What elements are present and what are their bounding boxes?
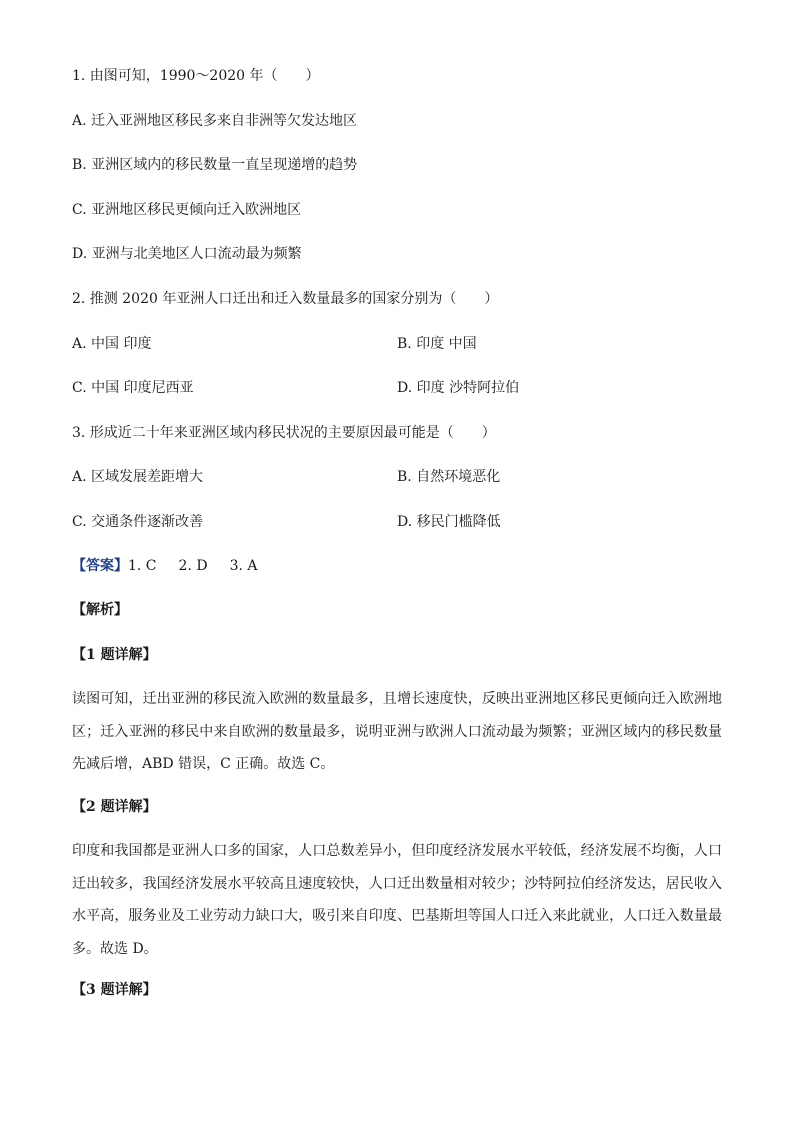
- question-3-option-b: B. 自然环境恶化: [397, 469, 501, 485]
- section-2-heading: 【2 题详解】: [72, 799, 157, 815]
- section-1-heading: 【1 题详解】: [72, 647, 157, 663]
- question-3-stem: 3. 形成近二十年来亚洲区域内移民状况的主要原因最可能是（ ）: [72, 425, 496, 441]
- answer-item-1: 1. C: [128, 558, 157, 574]
- question-1-option-c: C. 亚洲地区移民更倾向迁入欧洲地区: [72, 202, 302, 218]
- question-2-option-a: A. 中国 印度: [72, 336, 152, 352]
- question-3-option-c: C. 交通条件逐渐改善: [72, 514, 204, 530]
- question-1-option-a: A. 迁入亚洲地区移民多来自非洲等欠发达地区: [72, 113, 358, 129]
- question-3-option-a: A. 区域发展差距增大: [72, 469, 204, 485]
- answer-item-3: 3. A: [229, 558, 258, 574]
- section-3-heading: 【3 题详解】: [72, 982, 157, 998]
- question-2-option-b: B. 印度 中国: [397, 336, 477, 352]
- question-2-stem: 2. 推测 2020 年亚洲人口迁出和迁入数量最多的国家分别为（ ）: [72, 291, 499, 307]
- analysis-tag: 【解析】: [72, 602, 128, 618]
- question-2-option-c: C. 中国 印度尼西亚: [72, 380, 194, 396]
- question-1-option-d: D. 亚洲与北美地区人口流动最为频繁: [72, 246, 302, 262]
- question-2-option-d: D. 印度 沙特阿拉伯: [397, 380, 520, 396]
- question-1-stem: 1. 由图可知，1990～2020 年（ ）: [72, 68, 320, 84]
- answer-item-2: 2. D: [178, 558, 208, 574]
- section-1-text: 读图可知，迁出亚洲的移民流入欧洲的数量最多，且增长速度快，反映出亚洲地区移民更倾向迁入欧洲地区；迁入亚洲的移民中来自欧洲的数量最多，说明亚洲与欧洲人口流动最为频繁；亚洲区域内的移民数量先减后增，ABD 错误，C 正确。故选 C。: [72, 691, 722, 772]
- answer-line: [72, 556, 258, 576]
- answer-tag: 【答案】: [72, 558, 128, 574]
- section-2-text: 印度和我国都是亚洲人口多的国家，人口总数差异小，但印度经济发展水平较低，经济发展不均衡，人口迁出较多，我国经济发展水平较高且速度较快，人口迁出数量相对较少；沙特阿拉伯经济发达，居民收入水平高，服务业及工业劳动力缺口大，吸引来自印度、巴基斯坦等国人口迁入来此就业，人口迁入数量最多。故选 D。: [72, 843, 722, 957]
- question-3-option-d: D. 移民门槛降低: [397, 514, 501, 530]
- question-1-option-b: B. 亚洲区域内的移民数量一直呈现递增的趋势: [72, 157, 358, 173]
